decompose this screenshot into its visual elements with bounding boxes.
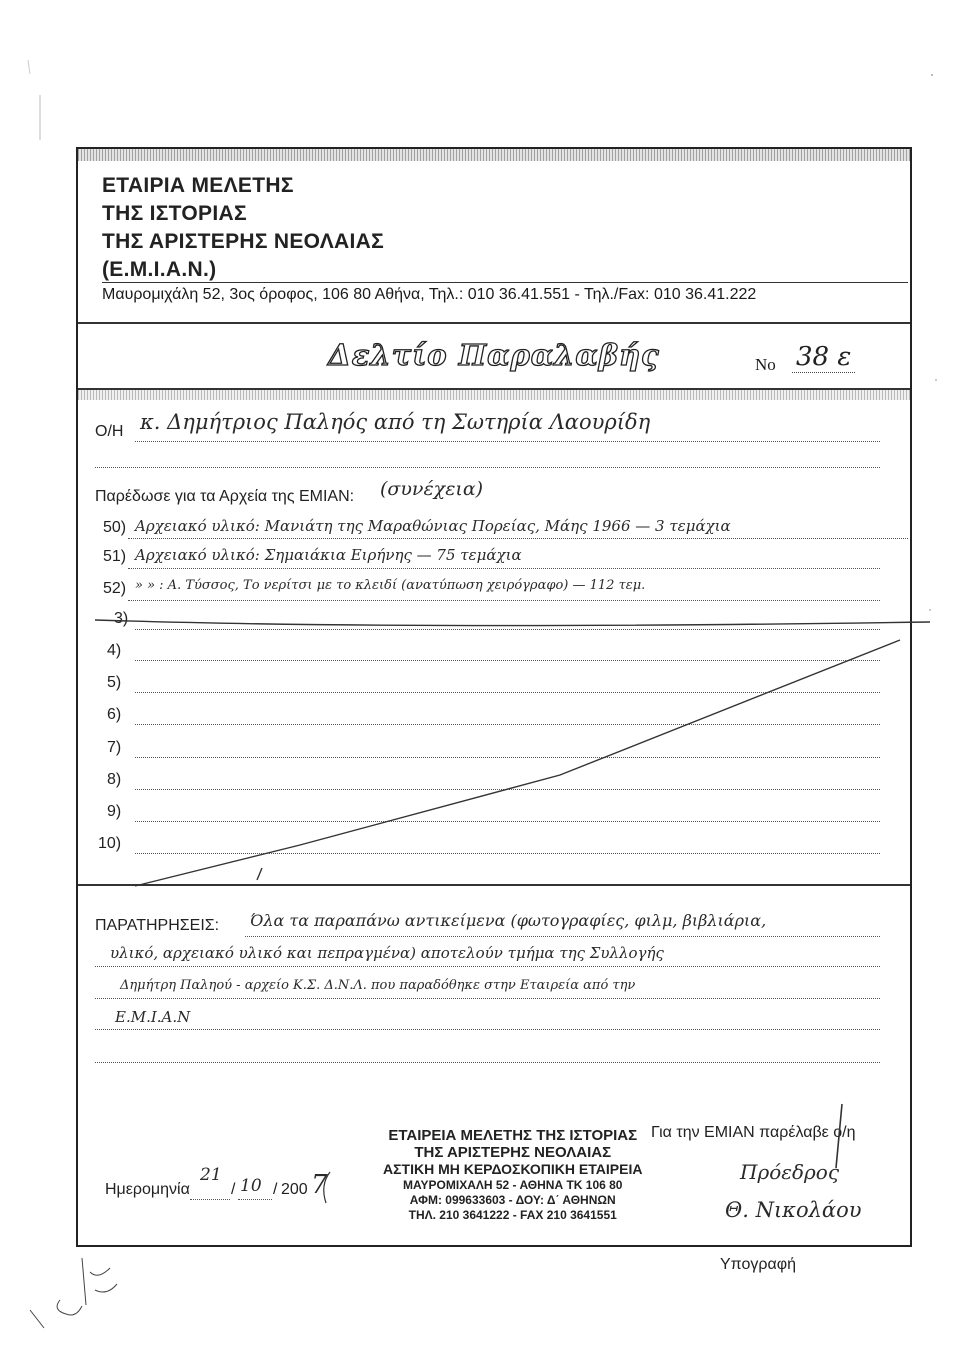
date-year-digit: 7	[311, 1170, 328, 1200]
item-line	[135, 853, 880, 854]
receiver-label: Για την ΕΜΙΑΝ παρέλαβε ο/η	[651, 1124, 856, 1141]
remarks-line: Όλα τα παραπάνω αντικείμενα (φωτογραφίες, φιλμ, βιβλιάρια,	[250, 911, 767, 930]
signature-label: Υπογραφή	[720, 1256, 797, 1273]
header-rule	[102, 282, 908, 283]
organization-address: Μαυρομιχάλη 52, 3ος όροφος, 106 80 Αθήνα, Τηλ.: 010 36.41.551 - Τηλ./Fax: 010 36.41.222	[102, 286, 757, 303]
item-number: 5)	[107, 674, 122, 691]
remarks-label: ΠΑΡΑΤΗΡΗΣΕΙΣ:	[95, 917, 220, 934]
item-number: 10)	[98, 835, 122, 852]
title-hatch	[78, 390, 910, 400]
stamp-line: ΜΑΥΡΟΜΙΧΑΛΗ 52 - ΑΘΗΝΑ ΤΚ 106 80	[402, 1178, 623, 1192]
remarks-field-line	[95, 998, 880, 999]
delivered-label: Παρέδωσε για τα Αρχεία της ΕΜΙΑΝ:	[95, 488, 355, 505]
delivered-note: (συνέχεια)	[380, 478, 484, 500]
receiver-title: Πρόεδρος	[740, 1160, 840, 1184]
remarks-line: Δημήτρη Παληού - αρχείο Κ.Σ. Δ.Ν.Λ. που παραδόθηκε στην Εταιρεία από την	[120, 978, 636, 993]
from-value: κ. Δημήτριος Παληός από τη Σωτηρία Λαουρίδη	[140, 410, 651, 434]
item-number: 3)	[114, 610, 129, 627]
stamp-line: ΤΗΣ ΑΡΙΣΤΕΡΗΣ ΝΕΟΛΑΙΑΣ	[414, 1144, 612, 1161]
corner-scribble	[30, 1258, 117, 1328]
organization-name-line: ΤΗΣ ΙΣΤΟΡΙΑΣ	[102, 202, 247, 225]
remarks-field-line	[95, 1029, 880, 1030]
from-field-line	[135, 441, 880, 442]
item-line	[135, 692, 880, 693]
form-title: Δελτίο Παραλαβής	[328, 338, 660, 372]
organization-name-line: ΤΗΣ ΑΡΙΣΤΕΡΗΣ ΝΕΟΛΑΙΑΣ	[102, 230, 385, 253]
item-value: Αρχειακό υλικό: Σημαιάκια Ειρήνης — 75 τεμάχια	[135, 546, 522, 564]
organization-stamp	[383, 1127, 642, 1223]
item-line	[128, 568, 880, 569]
date-separator: /	[273, 1181, 278, 1198]
item-number: 52)	[103, 580, 127, 597]
remarks-line: Ε.Μ.Ι.Α.Ν	[115, 1008, 191, 1026]
date-day: 21	[200, 1165, 222, 1185]
date-month: 10	[240, 1176, 262, 1196]
stamp-line: ΑΦΜ: 099633603 - ΔΟΥ: Δ΄ ΑΘΗΝΩΝ	[409, 1193, 616, 1207]
form-border	[76, 147, 912, 1247]
remarks-field-line	[95, 966, 880, 967]
item-line	[135, 660, 880, 661]
title-band	[78, 322, 910, 390]
remarks-line: υλικό, αρχειακό υλικό και πεπραγμένα) αποτελούν τμήμα της Συλλογής	[110, 944, 664, 962]
item-line	[128, 600, 880, 601]
stamp-line: ΤΗΛ. 210 3641222 - FAX 210 3641551	[408, 1208, 617, 1222]
item-line	[135, 821, 880, 822]
item-number: 4)	[107, 642, 122, 659]
date-day-line	[190, 1199, 230, 1200]
item-line	[135, 757, 880, 758]
date-label: Ημερομηνία	[105, 1181, 190, 1198]
receipt-number-value: 38 ε	[792, 342, 855, 373]
item-number: 7)	[107, 739, 122, 756]
receiver-name: Θ. Νικολάου	[725, 1198, 862, 1222]
section-divider	[78, 884, 910, 886]
organization-name	[102, 172, 384, 284]
stamp-line: ΕΤΑΙΡΕΙΑ ΜΕΛΕΤΗΣ ΤΗΣ ΙΣΤΟΡΙΑΣ	[388, 1127, 638, 1144]
organization-acronym: (Ε.Μ.Ι.Α.Ν.)	[102, 258, 217, 281]
date-month-line	[238, 1199, 272, 1200]
item-line	[128, 538, 908, 539]
date-year-prefix: 200	[281, 1181, 308, 1198]
item-value: » » : Α. Τύσσος, Το νερίτσι με το κλειδί (ανατύπωση χειρόγραφο) — 112 τεμ.	[135, 578, 646, 593]
from-label: Ο/Η	[95, 423, 124, 440]
item-line	[135, 789, 880, 790]
item-number: 8)	[107, 771, 122, 788]
blank-line	[95, 467, 880, 468]
item-number: 6)	[107, 706, 122, 723]
item-line	[135, 629, 880, 630]
header-hatch	[78, 149, 910, 161]
organization-name-line: ΕΤΑΙΡΙΑ ΜΕΛΕΤΗΣ	[102, 174, 294, 197]
item-value: Αρχειακό υλικό: Μανιάτη της Μαραθώνιας Πορείας, Μάης 1966 — 3 τεμάχια	[135, 517, 731, 535]
receipt-number-label: No	[755, 355, 776, 374]
date-separator: /	[231, 1181, 236, 1198]
item-number: 50)	[103, 519, 127, 536]
item-number: 51)	[103, 548, 127, 565]
item-line	[135, 724, 880, 725]
item-number: 9)	[107, 803, 122, 820]
remarks-field-line	[245, 936, 880, 937]
stamp-line: ΑΣΤΙΚΗ ΜΗ ΚΕΡΔΟΣΚΟΠΙΚΗ ΕΤΑΙΡΕΙΑ	[383, 1161, 643, 1177]
remarks-field-line	[95, 1062, 880, 1063]
